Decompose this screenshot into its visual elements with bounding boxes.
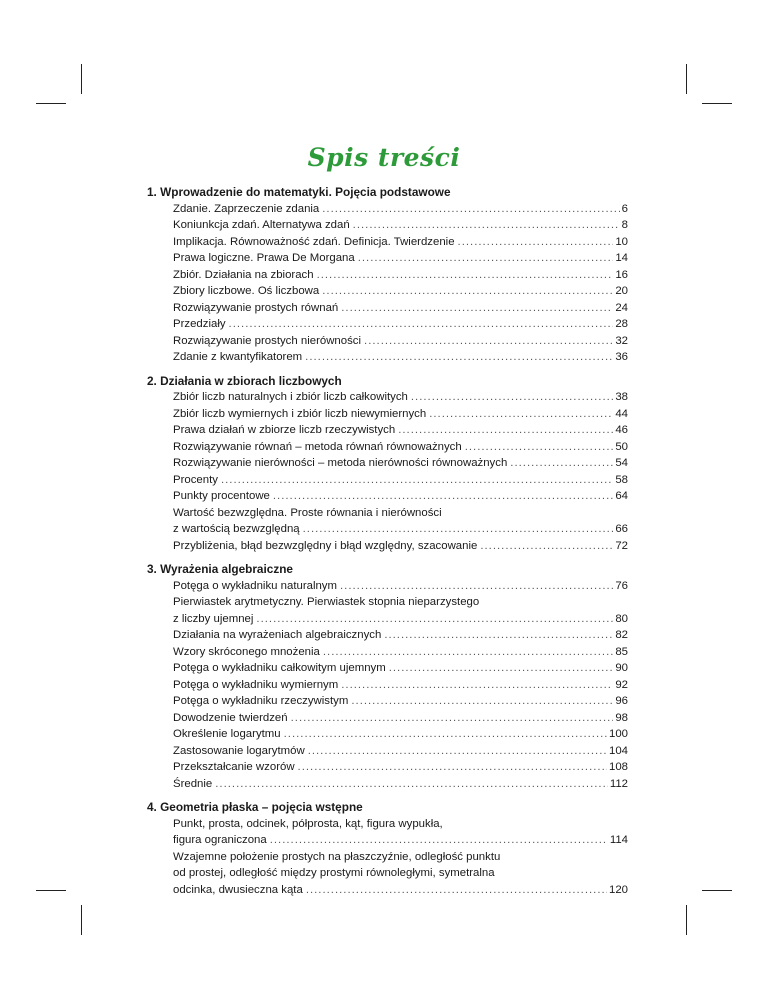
page-number: 54: [615, 457, 628, 469]
toc-entry-title: figura ograniczona: [173, 834, 267, 846]
dot-leader: [229, 316, 614, 333]
toc-section: [148, 373, 628, 555]
page-number: 32: [615, 334, 628, 347]
page-number: 82: [615, 629, 628, 641]
dot-leader: [273, 488, 613, 505]
toc-entry[interactable]: [173, 759, 628, 776]
page-number: 38: [615, 391, 628, 403]
page-number: 6: [621, 202, 628, 215]
toc-entry[interactable]: [173, 693, 628, 710]
toc-entry-line: Pierwiastek arytmetyczny. Pierwiastek stopnia nieparzystego: [173, 596, 480, 608]
dot-leader: [411, 389, 613, 406]
toc-entry[interactable]: [173, 300, 628, 317]
dot-leader: [389, 660, 614, 677]
toc-entry[interactable]: [173, 217, 628, 234]
dot-leader: [284, 726, 607, 743]
dot-leader: [298, 759, 607, 776]
section-title: 4. Geometria płaska – pojęcia wstępne: [147, 800, 363, 814]
dot-leader: [317, 267, 614, 284]
toc-entry-title: Potęga o wykładniku rzeczywistym: [173, 695, 349, 707]
toc-entry[interactable]: [173, 201, 628, 218]
dot-leader: [303, 521, 614, 538]
dot-leader: [429, 406, 613, 423]
section-title: 1. Wprowadzenie do matematyki. Pojęcia podstawowe: [147, 185, 451, 199]
toc-entry-title: Punkty procentowe: [173, 490, 270, 502]
toc-entry-line: Punkt, prosta, odcinek, półprosta, kąt, figura wypukła,: [173, 817, 443, 830]
dot-leader: [221, 472, 613, 489]
page-number: 66: [615, 523, 628, 535]
toc-section: [148, 184, 628, 366]
toc-entry-title: Koniunkcja zdań. Alternatywa zdań: [173, 219, 350, 231]
dot-leader: [353, 217, 620, 234]
toc-entry[interactable]: [173, 726, 628, 743]
dot-leader: [305, 349, 613, 366]
page-number: 64: [615, 490, 628, 502]
dot-leader: [308, 743, 607, 760]
toc-entry[interactable]: [173, 267, 628, 284]
dot-leader: [351, 693, 613, 710]
crop-mark: [686, 64, 687, 94]
toc-entry-title: z liczby ujemnej: [173, 612, 254, 625]
page-number: 100: [608, 728, 628, 740]
table-of-contents: [148, 184, 628, 905]
toc-entry-title: Potęga o wykładniku naturalnym: [173, 579, 337, 592]
page-number: 46: [615, 424, 628, 436]
page-number: 44: [615, 407, 628, 420]
toc-entry-title: Określenie logarytmu: [173, 728, 281, 740]
toc-entry[interactable]: [173, 316, 628, 333]
toc-entry-title: Zbiór liczb wymiernych i zbiór liczb niewymiernych: [173, 407, 427, 420]
toc-entry[interactable]: [173, 505, 628, 538]
page-title: Spis treści: [307, 143, 461, 172]
toc-entry-title: Implikacja. Równoważność zdań. Definicja. Twierdzenie: [173, 235, 455, 248]
toc-entry-title: Zdanie. Zaprzeczenie zdania: [173, 202, 320, 215]
toc-entry-title: Prawa działań w zbiorze liczb rzeczywistych: [173, 424, 396, 436]
dot-leader: [306, 882, 607, 899]
section-title: 2. Działania w zbiorach liczbowych: [147, 373, 342, 388]
toc-entry[interactable]: [173, 776, 628, 793]
toc-entry-title: Dowodzenie twierdzeń: [173, 711, 288, 724]
dot-leader: [341, 300, 613, 317]
toc-entry[interactable]: [173, 488, 628, 505]
page-number: 72: [615, 539, 628, 552]
toc-entry-line: Wzajemne położenie prostych na płaszczyźnie, odległość punktu: [173, 850, 501, 863]
page-number: 36: [615, 351, 628, 363]
page-number: 20: [615, 285, 628, 297]
toc-entry-title: Rozwiązywanie nierówności – metoda nierówności równoważnych: [173, 457, 508, 469]
dot-leader: [270, 832, 608, 849]
toc-entry-title: Przybliżenia, błąd bezwzględny i błąd względny, szacowanie: [173, 539, 478, 552]
page-number: 114: [609, 834, 628, 846]
toc-entry[interactable]: [173, 677, 628, 694]
crop-mark: [81, 905, 82, 935]
toc-entry-title: odcinka, dwusieczna kąta: [173, 883, 303, 896]
page-number: 85: [615, 645, 628, 658]
toc-entry-line: od prostej, odległość między prostymi równoległymi, symetralna: [173, 867, 495, 879]
crop-mark: [36, 890, 66, 891]
toc-entry-title: Zastosowanie logarytmów: [173, 744, 305, 757]
page-number: 108: [608, 761, 628, 773]
toc-entry-title: Rozwiązywanie prostych nierówności: [173, 334, 362, 347]
toc-entry-title: Procenty: [173, 473, 218, 486]
toc-entry[interactable]: [173, 594, 628, 627]
dot-leader: [323, 644, 613, 661]
page-number: 10: [615, 235, 628, 248]
dot-leader: [480, 538, 613, 555]
toc-entry[interactable]: [173, 439, 628, 456]
toc-entry[interactable]: [173, 578, 628, 595]
toc-entry[interactable]: [173, 250, 628, 267]
dot-leader: [215, 776, 608, 793]
page-number: 92: [615, 678, 628, 691]
toc-entry-title: Zdanie z kwantyfikatorem: [173, 351, 303, 363]
page-number: 90: [615, 662, 628, 674]
dot-leader: [341, 677, 613, 694]
dot-leader: [322, 201, 619, 218]
toc-entry[interactable]: [173, 472, 628, 489]
toc-entry-title: Rozwiązywanie równań – metoda równań równoważnych: [173, 440, 462, 453]
page-number: 16: [615, 268, 628, 281]
toc-entry-title: Prawa logiczne. Prawa De Morgana: [173, 252, 355, 264]
crop-mark: [36, 103, 66, 104]
dot-leader: [364, 333, 613, 350]
toc-entry-title: Działania na wyrażeniach algebraicznych: [173, 629, 382, 641]
page-number: 112: [609, 777, 628, 790]
dot-leader: [256, 611, 613, 628]
toc-entry[interactable]: [173, 333, 628, 350]
toc-entry[interactable]: [173, 743, 628, 760]
toc-entry[interactable]: [173, 283, 628, 300]
dot-leader: [340, 578, 613, 595]
toc-entry[interactable]: [173, 849, 628, 899]
page-number: 58: [615, 473, 628, 486]
toc-entry-title: Rozwiązywanie prostych równań: [173, 301, 339, 314]
toc-section: [148, 561, 628, 792]
page-number: 50: [615, 440, 628, 453]
page-number: 76: [615, 579, 628, 592]
toc-entry[interactable]: [173, 538, 628, 555]
toc-entry-line: Wartość bezwzględna. Proste równania i nierówności: [173, 506, 442, 519]
toc-entry[interactable]: [173, 422, 628, 439]
page-number: 120: [608, 883, 628, 896]
toc-entry-title: Przedziały: [173, 318, 226, 330]
dot-leader: [398, 422, 613, 439]
toc-entry[interactable]: [173, 660, 628, 677]
toc-entry-title: Wzory skróconego mnożenia: [173, 645, 320, 658]
toc-entry[interactable]: [173, 406, 628, 423]
crop-mark: [81, 64, 82, 94]
toc-entry-title: Zbiór. Działania na zbiorach: [173, 268, 314, 281]
dot-leader: [322, 283, 613, 300]
section-title: 3. Wyrażenia algebraiczne: [147, 562, 293, 576]
page-number: 98: [615, 711, 628, 724]
toc-entry[interactable]: [173, 816, 628, 849]
page-number: 80: [615, 612, 628, 625]
crop-mark: [686, 905, 687, 935]
dot-leader: [510, 455, 613, 472]
dot-leader: [358, 250, 614, 267]
toc-entry[interactable]: [173, 234, 628, 251]
page-number: 8: [621, 219, 628, 231]
page-number: 24: [615, 301, 628, 314]
toc-entry[interactable]: [173, 349, 628, 366]
dot-leader: [465, 439, 614, 456]
crop-mark: [702, 890, 732, 891]
toc-entry-title: z wartością bezwzględną: [173, 523, 300, 535]
toc-entry[interactable]: [173, 710, 628, 727]
toc-entry-title: Zbiór liczb naturalnych i zbiór liczb całkowitych: [173, 391, 408, 403]
dot-leader: [384, 627, 613, 644]
page-number: 28: [615, 318, 628, 330]
toc-entry[interactable]: [173, 389, 628, 406]
page-number: 14: [615, 252, 628, 264]
toc-section: [148, 799, 628, 898]
toc-entry-title: Przekształcanie wzorów: [173, 761, 295, 773]
toc-entry[interactable]: [173, 644, 628, 661]
toc-entry-title: Potęga o wykładniku wymiernym: [173, 678, 339, 691]
crop-mark: [702, 103, 732, 104]
toc-entry[interactable]: [173, 627, 628, 644]
toc-entry-title: Zbiory liczbowe. Oś liczbowa: [173, 285, 320, 297]
page-number: 96: [615, 695, 628, 707]
dot-leader: [291, 710, 614, 727]
toc-entry-title: Średnie: [173, 777, 213, 790]
toc-entry-title: Potęga o wykładniku całkowitym ujemnym: [173, 662, 386, 674]
page-number: 104: [608, 744, 628, 757]
dot-leader: [458, 234, 614, 251]
toc-entry[interactable]: [173, 455, 628, 472]
